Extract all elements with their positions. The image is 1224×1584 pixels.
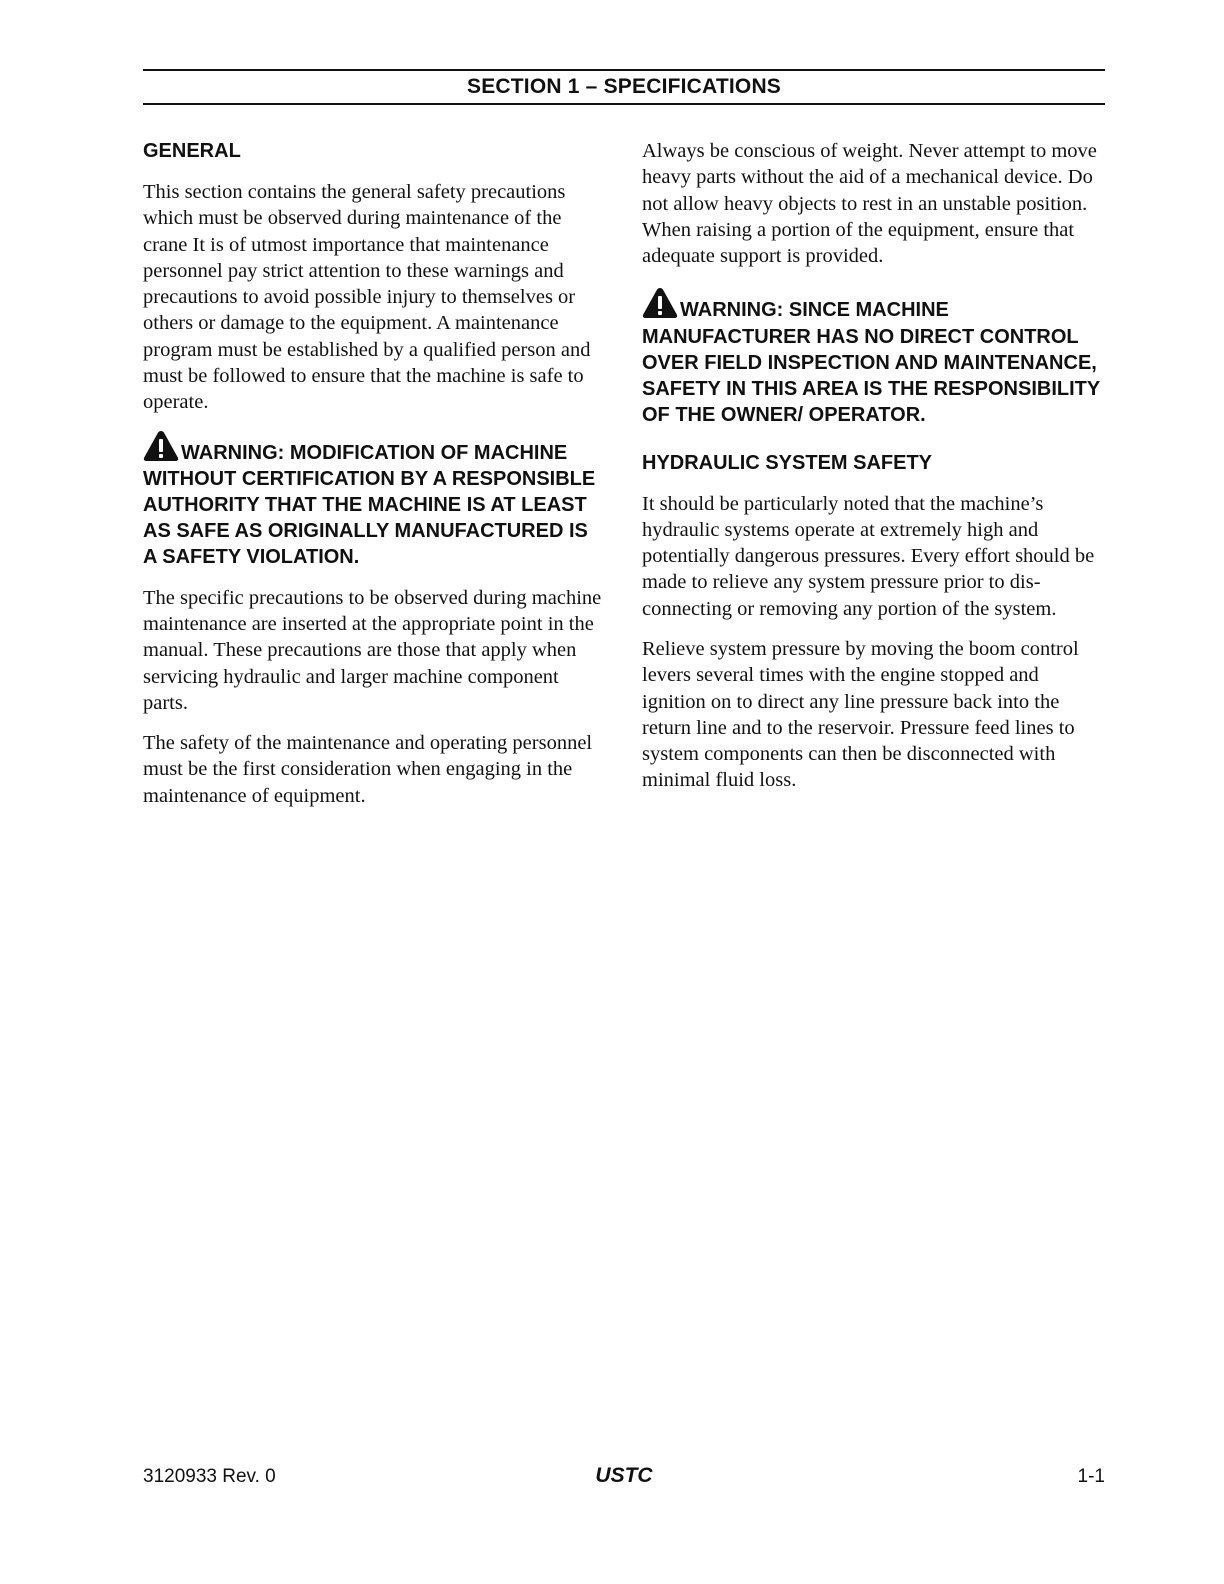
- weight-paragraph: Always be conscious of weight. Never attempt to move heavy parts without the aid of a mechanical device. Do not allow heavy objects to rest in an unstable position. When raising a portion of the equipment, ensure that adequate support is provided.: [642, 140, 1097, 268]
- general-heading: GENERAL: [143, 140, 241, 162]
- section-title: SECTION 1 – SPECIFICATIONS: [466, 75, 782, 98]
- page-footer: [143, 1466, 1105, 1494]
- section-header: [143, 69, 1105, 105]
- specific-precautions-paragraph: The specific precautions to be observed during machine maintenance are inserted at the appropriate point in the manual. These precautions are those that apply when servicing hydraulic and larger machine component parts.: [143, 586, 602, 714]
- right-column: [642, 138, 1102, 808]
- modification-warning: [143, 430, 603, 571]
- inspection-warning: [642, 287, 1102, 428]
- warning-triangle-icon: [642, 287, 678, 319]
- left-column: [143, 138, 603, 823]
- inspection-warning-text: WARNING: SINCE MACHINE MANUFACTURER HAS NO DIRECT CONTROL OVER FIELD INSPECTION AND MAINTENANCE, SAFETY IN THIS AREA IS THE RESPONSIBILITY OF THE OWNER/ OPERATOR.: [642, 299, 1100, 427]
- footer-center-label: USTC: [595, 1464, 653, 1487]
- general-intro-paragraph: This section contains the general safety precautions which must be observed during maintenance of the crane It is of utmost importance that maintenance personnel pay strict attention to these warnings and precautions to avoid possible injury to themselves or others or damage to the equipment. A maintenance program must be established by a qualified person and must be followed to ensure that the machine is safe to operate.: [143, 181, 591, 414]
- relieve-pressure-paragraph: Relieve system pressure by moving the boom control levers several times with the engine stopped and ignition on to direct any line pressure back into the return line and to the reservoir. Pressure feed lines to system components can then be disconnected with minimal fluid loss.: [642, 637, 1079, 792]
- page-number: 1-1: [1077, 1466, 1105, 1487]
- hydraulic-safety-heading: HYDRAULIC SYSTEM SAFETY: [642, 451, 933, 474]
- document-number: 3120933 Rev. 0: [143, 1466, 276, 1487]
- safety-personnel-paragraph: The safety of the maintenance and operating personnel must be the first consideration when engaging in the maintenance of equipment.: [143, 732, 593, 807]
- modification-warning-text: WARNING: MODIFICATION OF MACHINE WITHOUT CERTIFICATION BY A RESPONSIBLE AUTHORITY THAT THE MACHINE IS AT LEAST AS SAFE AS ORIGINALLY MANUFACTURED IS A SAFETY VIOLATION.: [143, 441, 596, 569]
- warning-triangle-icon: [143, 430, 179, 462]
- hydraulic-pressure-paragraph: It should be particularly noted that the machine’s hydraulic systems operate at extremely high and potentially dangerous pressures. Every effort should be made to relieve any system pressure prior to disconnecting or removing any portion of the system.: [642, 492, 1095, 620]
